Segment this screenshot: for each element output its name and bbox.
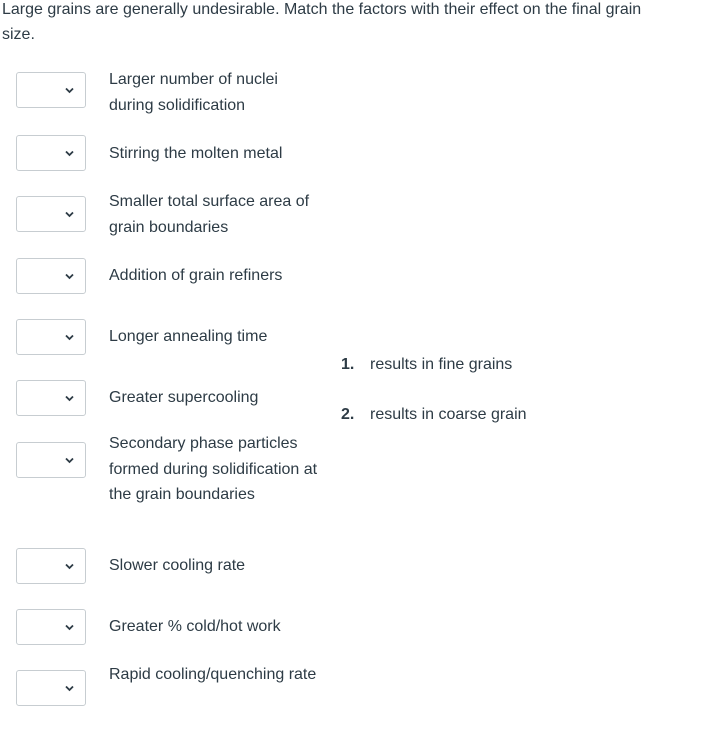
match-factor-label: Addition of grain refiners bbox=[109, 267, 283, 284]
match-factor-label: Longer annealing time bbox=[109, 328, 268, 345]
match-select[interactable] bbox=[16, 258, 86, 294]
match-select[interactable] bbox=[16, 380, 86, 416]
match-select[interactable] bbox=[16, 442, 86, 478]
answer-text: results in fine grains bbox=[370, 356, 513, 373]
match-select[interactable] bbox=[16, 72, 86, 108]
chevron-down-icon bbox=[65, 334, 74, 341]
answer-text: results in coarse grain bbox=[370, 406, 527, 423]
match-factor-label: Stirring the molten metal bbox=[109, 145, 283, 162]
match-select[interactable] bbox=[16, 548, 86, 584]
answer-option bbox=[341, 402, 527, 427]
match-factor-label: Rapid cooling/quenching rate bbox=[109, 666, 317, 683]
match-factor-label: Larger number of nuclei during solidification bbox=[109, 71, 278, 114]
answer-number: 2. bbox=[341, 406, 355, 423]
answer-option bbox=[341, 352, 512, 377]
chevron-down-icon bbox=[65, 563, 74, 570]
match-select[interactable] bbox=[16, 319, 86, 355]
chevron-down-icon bbox=[65, 457, 74, 464]
answer-number: 1. bbox=[341, 356, 355, 373]
match-factor-label: Greater % cold/hot work bbox=[109, 618, 281, 635]
chevron-down-icon bbox=[65, 273, 74, 280]
chevron-down-icon bbox=[65, 150, 74, 157]
chevron-down-icon bbox=[65, 87, 74, 94]
match-select[interactable] bbox=[16, 670, 86, 706]
chevron-down-icon bbox=[65, 685, 74, 692]
chevron-down-icon bbox=[65, 211, 74, 218]
match-factor-label: Secondary phase particles formed during solidification at the grain boundaries bbox=[109, 435, 318, 503]
question-text: Large grains are generally undesirable. Match the factors with their effect on the final grain size. bbox=[2, 1, 642, 43]
match-factor-label: Smaller total surface area of grain boundaries bbox=[109, 193, 310, 236]
chevron-down-icon bbox=[65, 395, 74, 402]
chevron-down-icon bbox=[65, 624, 74, 631]
match-factor-label: Slower cooling rate bbox=[109, 557, 246, 574]
match-select[interactable] bbox=[16, 135, 86, 171]
match-factor-label: Greater supercooling bbox=[109, 389, 259, 406]
match-select[interactable] bbox=[16, 196, 86, 232]
match-select[interactable] bbox=[16, 609, 86, 645]
